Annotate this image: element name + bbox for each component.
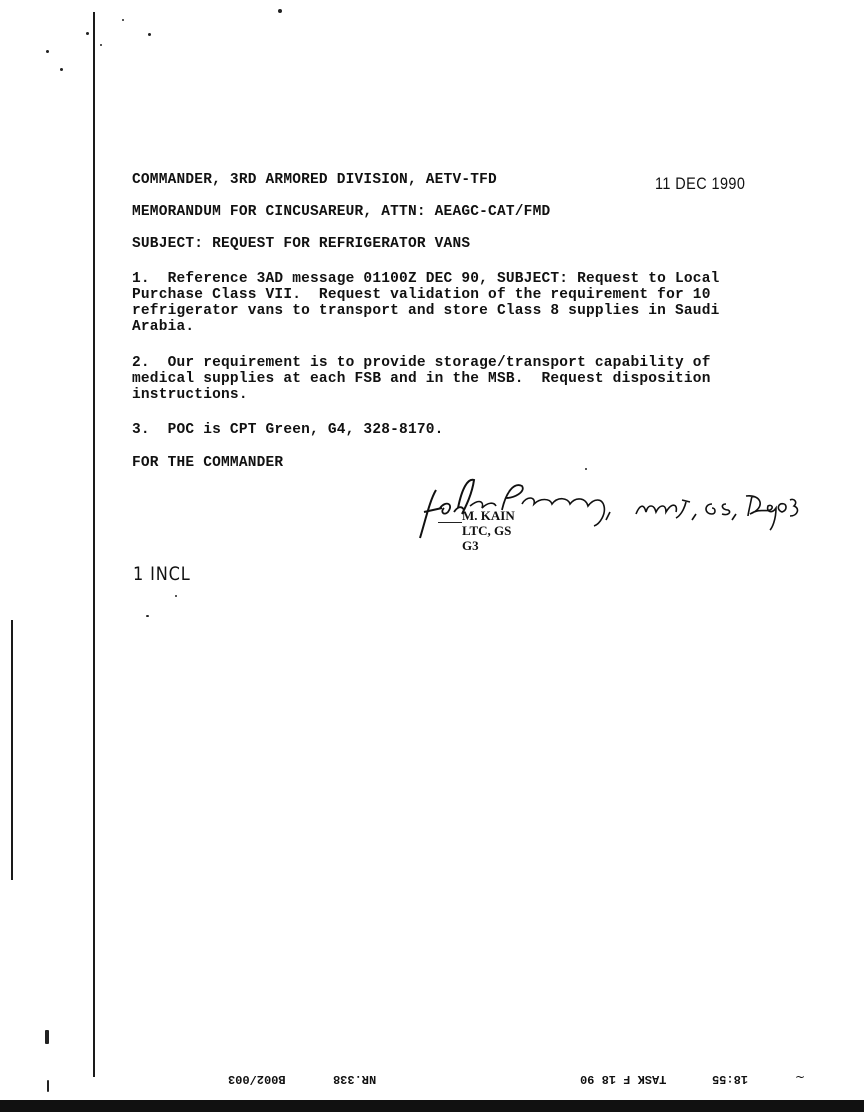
scan-speck — [122, 19, 124, 21]
scan-mark — [47, 1080, 49, 1092]
enclosure-note: 1 INCL — [133, 563, 191, 585]
fax-date: TASK F 18 90 — [580, 1072, 667, 1086]
paragraph-line: medical supplies at each FSB and in the MSB. Request disposition — [132, 371, 711, 387]
signature-rule — [438, 522, 462, 523]
tilde-mark: ~ — [795, 1070, 806, 1084]
scan-speck — [100, 44, 102, 46]
signer-rank: LTC, GS — [462, 523, 512, 538]
scan-speck — [86, 32, 89, 35]
scan-speck — [146, 615, 149, 617]
paragraph-line: Arabia. — [132, 319, 195, 335]
paragraph-line: 2. Our requirement is to provide storage/transport capability of — [132, 355, 711, 371]
from-line: COMMANDER, 3RD ARMORED DIVISION, AETV-TFD — [132, 172, 497, 188]
scan-speck — [46, 50, 49, 53]
paragraph-line: refrigerator vans to transport and store Class 8 supplies in Saudi — [132, 303, 720, 319]
paragraph-line: instructions. — [132, 387, 248, 403]
subject-line: SUBJECT: REQUEST FOR REFRIGERATOR VANS — [132, 236, 471, 252]
paragraph-line: 1. Reference 3AD message 01100Z DEC 90, SUBJECT: Request to Local — [132, 271, 720, 287]
date-stamp: 11 DEC 1990 — [655, 174, 746, 193]
signer-office: G3 — [462, 538, 479, 553]
fax-number: NR.338 — [333, 1072, 377, 1086]
fax-page-count: B002/003 — [228, 1072, 286, 1086]
scan-edge-bar — [0, 1100, 864, 1112]
scan-speck — [148, 33, 151, 36]
memo-for-line: MEMORANDUM FOR CINCUSAREUR, ATTN: AEAGC-CAT/FMD — [132, 204, 551, 220]
fax-time: 18:55 — [712, 1072, 749, 1086]
signer-name: M. KAIN — [462, 508, 515, 523]
paragraph-line: 3. POC is CPT Green, G4, 328-8170. — [132, 422, 444, 438]
closing-line: FOR THE COMMANDER — [132, 455, 284, 471]
scan-speck — [60, 68, 63, 71]
scan-speck — [175, 595, 177, 597]
left-margin-line — [93, 12, 95, 1077]
paragraph-line: Purchase Class VII. Request validation of the requirement for 10 — [132, 287, 711, 303]
signature-block — [462, 508, 515, 553]
scan-speck — [278, 9, 282, 13]
left-edge-line — [11, 620, 13, 880]
scan-mark — [45, 1030, 49, 1044]
